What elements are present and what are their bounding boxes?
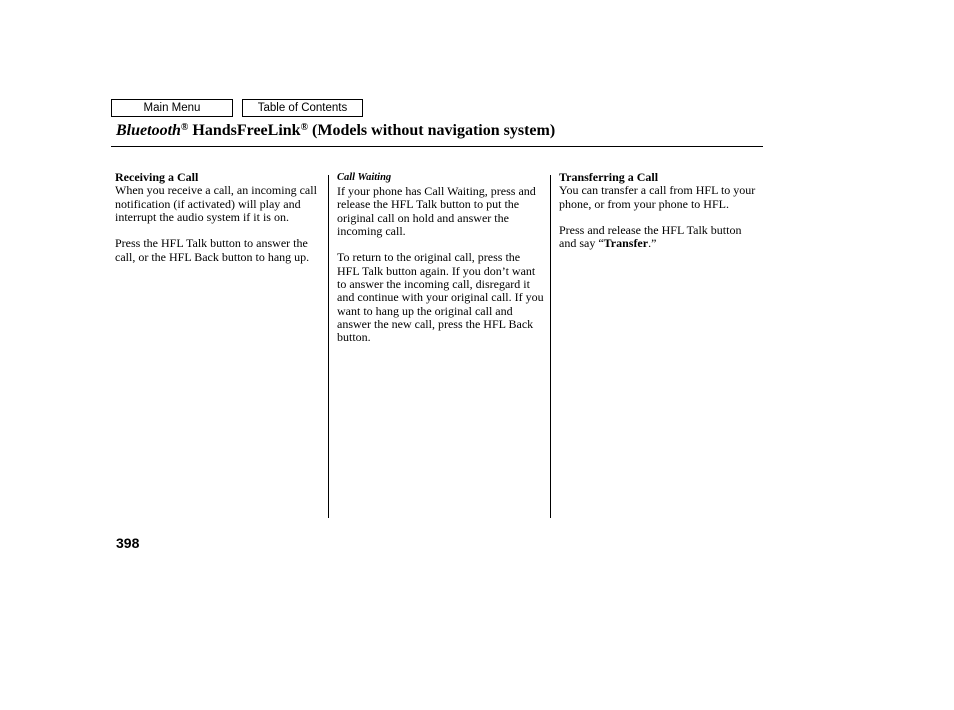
column-receiving-call xyxy=(115,171,321,277)
section-subheading-call-waiting: Call Waiting xyxy=(337,172,392,183)
table-of-contents-button[interactable]: Table of Contents xyxy=(242,99,363,117)
paragraph xyxy=(559,224,759,251)
page-number: 398 xyxy=(116,535,140,551)
title-brand: Bluetooth xyxy=(116,122,181,139)
title-registered-mark: ® xyxy=(180,122,189,133)
paragraph-text: .” xyxy=(648,236,657,251)
column-call-waiting xyxy=(337,171,545,358)
title-product: HandsFreeLink xyxy=(188,122,301,139)
page-title xyxy=(116,120,555,142)
section-heading-transferring: Transferring a Call xyxy=(559,170,659,184)
paragraph: If your phone has Call Waiting, press and release the HFL Talk button to put the original call on hold and answer the incoming call. xyxy=(337,184,536,238)
section-heading-receiving: Receiving a Call xyxy=(115,170,199,184)
title-divider xyxy=(111,146,763,147)
voice-command: Transfer xyxy=(603,236,649,251)
paragraph: To return to the original call, press the HFL Talk button again. If you don’t want to answer the incoming call, disregard it and continue with your original call. If you want to hang up the original call and answer the new call, press the HFL Back button. xyxy=(337,250,544,345)
paragraph: When you receive a call, an incoming call notification (if activated) will play and interrupt the audio system if it is on. xyxy=(115,183,317,224)
column-divider xyxy=(550,175,551,518)
column-divider xyxy=(328,175,329,518)
title-registered-mark-2: ® xyxy=(300,122,309,133)
title-suffix: (Models without navigation system) xyxy=(308,122,556,139)
main-menu-button[interactable]: Main Menu xyxy=(111,99,233,117)
paragraph-text: Press and release the HFL Talk button and say “ xyxy=(559,223,742,251)
column-transferring-call xyxy=(559,171,759,264)
paragraph: You can transfer a call from HFL to your phone, or from your phone to HFL. xyxy=(559,183,756,211)
paragraph: Press the HFL Talk button to answer the call, or the HFL Back button to hang up. xyxy=(115,236,310,264)
